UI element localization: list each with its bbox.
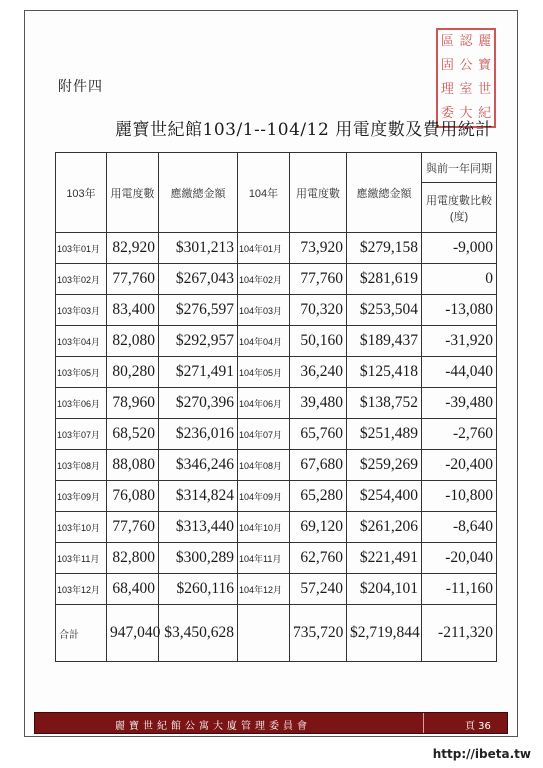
fee-104-cell: $138,752 [347,388,422,419]
appendix-label: 附件四 [58,79,103,95]
month-104-cell: 104年10月 [238,512,290,543]
fee-104-cell: $254,400 [347,481,422,512]
fee-103-cell: $346,246 [159,450,238,481]
usage-104-cell: 65,760 [290,419,347,450]
seal-glyph: 寶 [478,58,492,73]
header-compare-top: 與前一年同期 [422,153,497,183]
official-seal [436,28,496,128]
usage-103-cell: 78,960 [107,388,159,419]
table-row [56,357,497,388]
seal-glyph: 認 [459,34,473,49]
usage-104-cell: 50,160 [290,326,347,357]
month-103-cell: 103年03月 [56,295,107,326]
header-year-104: 104年 [238,153,290,233]
table-row [56,419,497,450]
table-row [56,233,497,264]
month-103-cell: 103年04月 [56,326,107,357]
usage-103-cell: 82,800 [107,543,159,574]
usage-diff-cell: -2,760 [422,419,497,450]
total-fee-103: $3,450,628 [159,605,238,662]
electricity-usage-table [55,152,497,662]
fee-104-cell: $189,437 [347,326,422,357]
table-row [56,388,497,419]
fee-103-cell: $267,043 [159,264,238,295]
total-label: 合計 [56,605,107,662]
usage-104-cell: 73,920 [290,233,347,264]
month-103-cell: 103年11月 [56,543,107,574]
fee-104-cell: $253,504 [347,295,422,326]
page-title: 麗寶世紀館103/1--104/12 用電度數及費用統計 [115,120,493,140]
month-103-cell: 103年02月 [56,264,107,295]
seal-glyph: 室 [459,82,473,97]
seal-glyph: 理 [440,82,454,97]
seal-glyph: 世 [478,82,492,97]
usage-103-cell: 88,080 [107,450,159,481]
total-usage-103: 947,040 [107,605,159,662]
usage-diff-cell: -8,640 [422,512,497,543]
header-usage-103: 用電度數 [107,153,159,233]
usage-104-cell: 65,280 [290,481,347,512]
table-row [56,264,497,295]
month-104-cell: 104年08月 [238,450,290,481]
table-row [56,574,497,605]
usage-104-cell: 36,240 [290,357,347,388]
month-104-cell: 104年02月 [238,264,290,295]
month-104-cell: 104年06月 [238,388,290,419]
usage-104-cell: 67,680 [290,450,347,481]
usage-103-cell: 82,080 [107,326,159,357]
usage-diff-cell: -13,080 [422,295,497,326]
month-104-cell: 104年03月 [238,295,290,326]
seal-glyph: 麗 [478,34,492,49]
page-footer [34,712,508,734]
footer-divider [423,713,424,733]
table-row [56,450,497,481]
fee-104-cell: $221,491 [347,543,422,574]
fee-103-cell: $313,440 [159,512,238,543]
fee-103-cell: $301,213 [159,233,238,264]
header-fee-103: 應繳總金額 [159,153,238,233]
usage-104-cell: 39,480 [290,388,347,419]
month-103-cell: 103年10月 [56,512,107,543]
fee-104-cell: $251,489 [347,419,422,450]
fee-103-cell: $271,491 [159,357,238,388]
usage-103-cell: 76,080 [107,481,159,512]
fee-103-cell: $236,016 [159,419,238,450]
header-year-103: 103年 [56,153,107,233]
month-104-cell: 104年07月 [238,419,290,450]
usage-diff-cell: -44,040 [422,357,497,388]
usage-104-cell: 57,240 [290,574,347,605]
header-usage-104: 用電度數 [290,153,347,233]
fee-103-cell: $276,597 [159,295,238,326]
usage-103-cell: 83,400 [107,295,159,326]
table-row [56,326,497,357]
month-103-cell: 103年01月 [56,233,107,264]
usage-103-cell: 68,520 [107,419,159,450]
usage-104-cell: 70,320 [290,295,347,326]
month-104-cell: 104年11月 [238,543,290,574]
usage-diff-cell: -11,160 [422,574,497,605]
fee-103-cell: $270,396 [159,388,238,419]
month-104-cell: 104年01月 [238,233,290,264]
table-row [56,512,497,543]
seal-glyph: 區 [440,34,454,49]
usage-103-cell: 68,400 [107,574,159,605]
total-diff: -211,320 [422,605,497,662]
seal-glyph: 固 [440,58,454,73]
usage-diff-cell: -31,920 [422,326,497,357]
usage-103-cell: 80,280 [107,357,159,388]
fee-104-cell: $259,269 [347,450,422,481]
usage-diff-cell: -20,040 [422,543,497,574]
usage-104-cell: 77,760 [290,264,347,295]
fee-104-cell: $281,619 [347,264,422,295]
usage-diff-cell: -39,480 [422,388,497,419]
fee-104-cell: $204,101 [347,574,422,605]
fee-103-cell: $260,116 [159,574,238,605]
fee-103-cell: $314,824 [159,481,238,512]
usage-103-cell: 77,760 [107,264,159,295]
table-row [56,543,497,574]
fee-103-cell: $300,289 [159,543,238,574]
usage-104-cell: 69,120 [290,512,347,543]
total-usage-104: 735,720 [290,605,347,662]
month-104-cell: 104年05月 [238,357,290,388]
seal-glyph: 紀 [478,106,492,121]
month-103-cell: 103年09月 [56,481,107,512]
month-104-cell: 104年04月 [238,326,290,357]
month-103-cell: 103年06月 [56,388,107,419]
seal-glyph: 大 [459,106,473,121]
usage-diff-cell: -10,800 [422,481,497,512]
watermark-url: http://ibeta.tw [432,747,531,761]
total-blank [238,605,290,662]
fee-104-cell: $279,158 [347,233,422,264]
table-row [56,481,497,512]
month-104-cell: 104年09月 [238,481,290,512]
fee-103-cell: $292,957 [159,326,238,357]
footer-org-name: 麗寶世紀館公寓大廈管理委員會 [115,721,311,732]
total-row [56,605,497,662]
month-103-cell: 103年07月 [56,419,107,450]
usage-103-cell: 77,760 [107,512,159,543]
page-number: 頁 36 [465,721,491,732]
usage-103-cell: 82,920 [107,233,159,264]
fee-104-cell: $125,418 [347,357,422,388]
month-103-cell: 103年12月 [56,574,107,605]
month-103-cell: 103年05月 [56,357,107,388]
seal-glyph: 委 [440,106,454,121]
month-104-cell: 104年12月 [238,574,290,605]
usage-diff-cell: -9,000 [422,233,497,264]
table-row [56,295,497,326]
header-compare-sub: 用電度數比較(度) [422,183,497,233]
header-fee-104: 應繳總金額 [347,153,422,233]
usage-diff-cell: 0 [422,264,497,295]
usage-diff-cell: -20,400 [422,450,497,481]
seal-glyph: 公 [459,58,473,73]
fee-104-cell: $261,206 [347,512,422,543]
usage-104-cell: 62,760 [290,543,347,574]
month-103-cell: 103年08月 [56,450,107,481]
total-fee-104: $2,719,844 [347,605,422,662]
